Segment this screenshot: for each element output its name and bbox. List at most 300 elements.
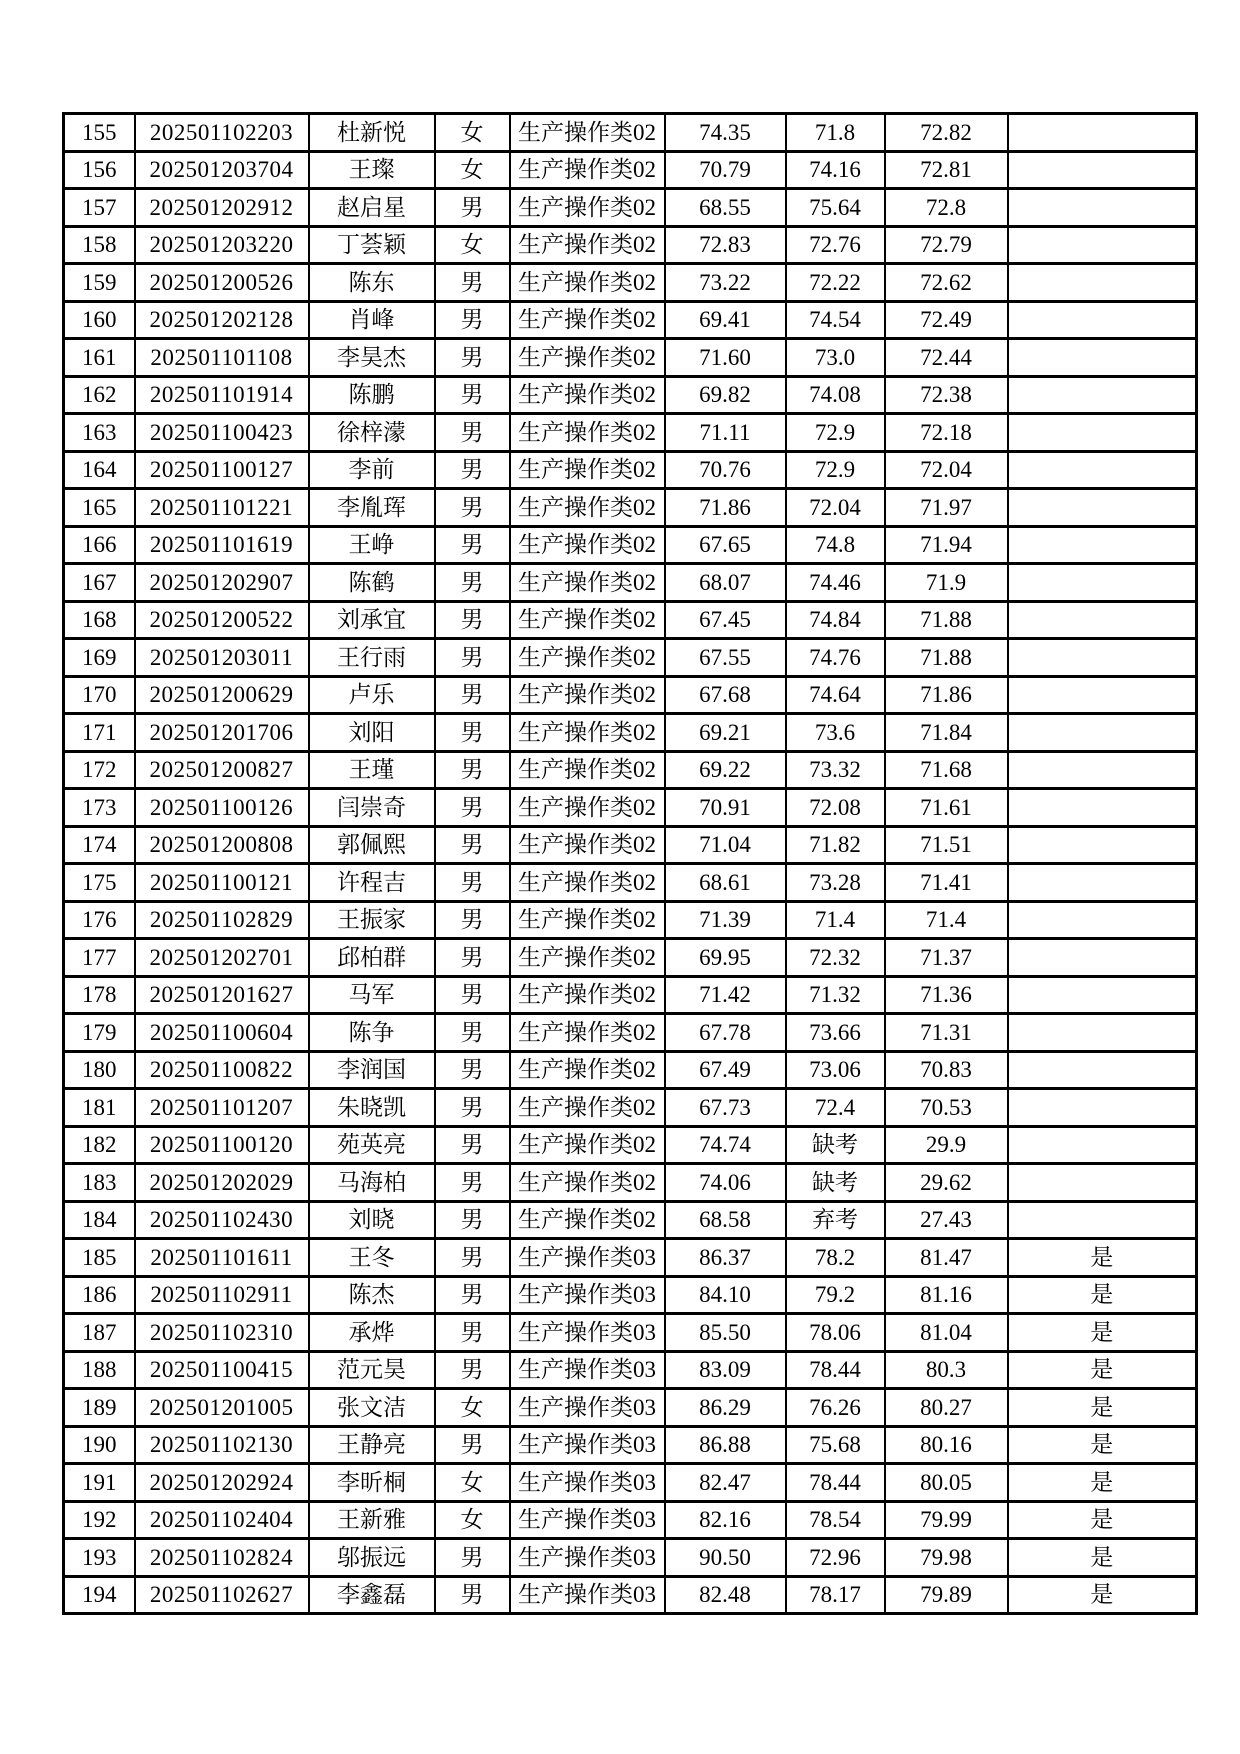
cell-qualified-flag — [1008, 376, 1197, 414]
cell-sequence-number: 185 — [64, 1239, 135, 1277]
cell-score-1: 82.48 — [665, 1576, 786, 1614]
cell-candidate-id: 202501201627 — [135, 976, 309, 1014]
cell-name: 王冬 — [309, 1239, 435, 1277]
cell-score-2: 78.54 — [786, 1501, 885, 1539]
cell-candidate-id: 202501102310 — [135, 1314, 309, 1352]
cell-candidate-id: 202501201005 — [135, 1389, 309, 1427]
cell-name: 杜新悦 — [309, 114, 435, 152]
cell-score-2: 75.68 — [786, 1426, 885, 1464]
cell-score-1: 68.55 — [665, 189, 786, 227]
table-row — [64, 601, 1197, 639]
cell-sequence-number: 187 — [64, 1314, 135, 1352]
cell-qualified-flag: 是 — [1008, 1576, 1197, 1614]
table-row — [64, 451, 1197, 489]
cell-score-3: 71.84 — [885, 714, 1008, 752]
cell-score-2: 76.26 — [786, 1389, 885, 1427]
cell-category: 生产操作类02 — [510, 1051, 665, 1089]
cell-category: 生产操作类02 — [510, 864, 665, 902]
cell-sequence-number: 189 — [64, 1389, 135, 1427]
cell-score-2: 73.06 — [786, 1051, 885, 1089]
cell-gender: 女 — [435, 1464, 510, 1502]
cell-candidate-id: 202501202029 — [135, 1164, 309, 1202]
cell-sequence-number: 174 — [64, 826, 135, 864]
cell-score-3: 71.97 — [885, 489, 1008, 527]
cell-qualified-flag — [1008, 601, 1197, 639]
cell-category: 生产操作类02 — [510, 826, 665, 864]
cell-candidate-id: 202501102627 — [135, 1576, 309, 1614]
cell-gender: 女 — [435, 1501, 510, 1539]
cell-qualified-flag — [1008, 414, 1197, 452]
cell-score-1: 69.95 — [665, 939, 786, 977]
cell-name: 张文洁 — [309, 1389, 435, 1427]
cell-category: 生产操作类02 — [510, 339, 665, 377]
cell-gender: 男 — [435, 789, 510, 827]
cell-score-1: 71.42 — [665, 976, 786, 1014]
cell-sequence-number: 170 — [64, 676, 135, 714]
cell-score-2: 弃考 — [786, 1201, 885, 1239]
cell-candidate-id: 202501102203 — [135, 114, 309, 152]
table-row — [64, 226, 1197, 264]
cell-sequence-number: 178 — [64, 976, 135, 1014]
cell-candidate-id: 202501100120 — [135, 1126, 309, 1164]
cell-category: 生产操作类03 — [510, 1426, 665, 1464]
cell-name: 李润国 — [309, 1051, 435, 1089]
cell-category: 生产操作类02 — [510, 564, 665, 602]
cell-gender: 女 — [435, 226, 510, 264]
table-row — [64, 189, 1197, 227]
cell-gender: 男 — [435, 1426, 510, 1464]
table-row — [64, 1126, 1197, 1164]
cell-score-1: 82.47 — [665, 1464, 786, 1502]
cell-qualified-flag — [1008, 1201, 1197, 1239]
table-row — [64, 1051, 1197, 1089]
cell-score-2: 72.04 — [786, 489, 885, 527]
cell-name: 刘承宜 — [309, 601, 435, 639]
cell-name: 苑英亮 — [309, 1126, 435, 1164]
cell-candidate-id: 202501203011 — [135, 639, 309, 677]
cell-name: 王瑾 — [309, 751, 435, 789]
cell-category: 生产操作类02 — [510, 264, 665, 302]
cell-candidate-id: 202501200526 — [135, 264, 309, 302]
cell-score-3: 71.68 — [885, 751, 1008, 789]
cell-candidate-id: 202501102130 — [135, 1426, 309, 1464]
cell-score-3: 81.16 — [885, 1276, 1008, 1314]
cell-score-2: 78.44 — [786, 1351, 885, 1389]
cell-qualified-flag — [1008, 1089, 1197, 1127]
cell-score-1: 71.04 — [665, 826, 786, 864]
cell-score-3: 72.18 — [885, 414, 1008, 452]
cell-category: 生产操作类02 — [510, 976, 665, 1014]
cell-candidate-id: 202501203220 — [135, 226, 309, 264]
cell-name: 赵启星 — [309, 189, 435, 227]
cell-category: 生产操作类02 — [510, 451, 665, 489]
table-row — [64, 564, 1197, 602]
cell-gender: 男 — [435, 414, 510, 452]
cell-category: 生产操作类02 — [510, 1014, 665, 1052]
cell-sequence-number: 169 — [64, 639, 135, 677]
cell-category: 生产操作类02 — [510, 189, 665, 227]
cell-score-2: 71.82 — [786, 826, 885, 864]
cell-sequence-number: 193 — [64, 1539, 135, 1577]
cell-score-2: 78.44 — [786, 1464, 885, 1502]
cell-qualified-flag — [1008, 864, 1197, 902]
cell-qualified-flag — [1008, 489, 1197, 527]
cell-score-3: 79.98 — [885, 1539, 1008, 1577]
cell-score-2: 74.84 — [786, 601, 885, 639]
cell-score-2: 72.76 — [786, 226, 885, 264]
cell-gender: 男 — [435, 376, 510, 414]
table-row — [64, 1501, 1197, 1539]
cell-qualified-flag: 是 — [1008, 1239, 1197, 1277]
cell-candidate-id: 202501202912 — [135, 189, 309, 227]
cell-name: 王振家 — [309, 901, 435, 939]
cell-score-3: 81.47 — [885, 1239, 1008, 1277]
cell-sequence-number: 163 — [64, 414, 135, 452]
cell-category: 生产操作类02 — [510, 676, 665, 714]
cell-score-3: 71.51 — [885, 826, 1008, 864]
cell-gender: 女 — [435, 114, 510, 152]
cell-score-3: 72.81 — [885, 151, 1008, 189]
cell-qualified-flag: 是 — [1008, 1539, 1197, 1577]
cell-score-3: 72.38 — [885, 376, 1008, 414]
cell-name: 马海柏 — [309, 1164, 435, 1202]
cell-score-1: 69.82 — [665, 376, 786, 414]
cell-category: 生产操作类02 — [510, 939, 665, 977]
table-row — [64, 1276, 1197, 1314]
cell-score-3: 71.86 — [885, 676, 1008, 714]
cell-candidate-id: 202501102404 — [135, 1501, 309, 1539]
cell-gender: 男 — [435, 189, 510, 227]
cell-sequence-number: 186 — [64, 1276, 135, 1314]
cell-score-3: 71.31 — [885, 1014, 1008, 1052]
cell-score-3: 71.37 — [885, 939, 1008, 977]
cell-score-3: 27.43 — [885, 1201, 1008, 1239]
cell-name: 闫崇奇 — [309, 789, 435, 827]
cell-score-3: 72.04 — [885, 451, 1008, 489]
cell-candidate-id: 202501102829 — [135, 901, 309, 939]
cell-gender: 男 — [435, 564, 510, 602]
cell-score-3: 70.83 — [885, 1051, 1008, 1089]
cell-score-1: 71.11 — [665, 414, 786, 452]
cell-score-2: 71.4 — [786, 901, 885, 939]
table-row — [64, 751, 1197, 789]
cell-score-1: 67.49 — [665, 1051, 786, 1089]
cell-score-3: 72.79 — [885, 226, 1008, 264]
table-row — [64, 1576, 1197, 1614]
cell-name: 郭佩熙 — [309, 826, 435, 864]
cell-sequence-number: 159 — [64, 264, 135, 302]
cell-score-2: 78.17 — [786, 1576, 885, 1614]
cell-score-2: 74.46 — [786, 564, 885, 602]
cell-gender: 男 — [435, 1014, 510, 1052]
cell-sequence-number: 184 — [64, 1201, 135, 1239]
cell-gender: 男 — [435, 826, 510, 864]
table-row — [64, 526, 1197, 564]
cell-candidate-id: 202501201706 — [135, 714, 309, 752]
table-row — [64, 339, 1197, 377]
cell-qualified-flag — [1008, 714, 1197, 752]
cell-score-3: 71.88 — [885, 601, 1008, 639]
cell-candidate-id: 202501202128 — [135, 301, 309, 339]
cell-category: 生产操作类02 — [510, 526, 665, 564]
cell-score-1: 86.29 — [665, 1389, 786, 1427]
cell-qualified-flag — [1008, 451, 1197, 489]
cell-score-2: 缺考 — [786, 1126, 885, 1164]
cell-candidate-id: 202501100121 — [135, 864, 309, 902]
cell-score-3: 72.44 — [885, 339, 1008, 377]
cell-score-2: 73.0 — [786, 339, 885, 377]
table-row — [64, 1164, 1197, 1202]
table-row — [64, 1389, 1197, 1427]
cell-gender: 男 — [435, 264, 510, 302]
cell-name: 陈杰 — [309, 1276, 435, 1314]
cell-gender: 男 — [435, 1089, 510, 1127]
cell-candidate-id: 202501101611 — [135, 1239, 309, 1277]
cell-score-1: 71.39 — [665, 901, 786, 939]
cell-score-1: 67.78 — [665, 1014, 786, 1052]
cell-name: 徐梓濛 — [309, 414, 435, 452]
cell-candidate-id: 202501203704 — [135, 151, 309, 189]
cell-category: 生产操作类02 — [510, 376, 665, 414]
cell-score-1: 90.50 — [665, 1539, 786, 1577]
cell-sequence-number: 188 — [64, 1351, 135, 1389]
cell-candidate-id: 202501102430 — [135, 1201, 309, 1239]
cell-name: 王行雨 — [309, 639, 435, 677]
table-row — [64, 264, 1197, 302]
cell-score-3: 79.89 — [885, 1576, 1008, 1614]
cell-sequence-number: 167 — [64, 564, 135, 602]
cell-candidate-id: 202501100415 — [135, 1351, 309, 1389]
cell-category: 生产操作类03 — [510, 1501, 665, 1539]
cell-gender: 女 — [435, 151, 510, 189]
cell-category: 生产操作类02 — [510, 751, 665, 789]
cell-sequence-number: 175 — [64, 864, 135, 902]
cell-name: 王新雅 — [309, 1501, 435, 1539]
cell-gender: 男 — [435, 1351, 510, 1389]
cell-score-2: 74.54 — [786, 301, 885, 339]
cell-name: 李前 — [309, 451, 435, 489]
cell-score-2: 73.66 — [786, 1014, 885, 1052]
table-row — [64, 714, 1197, 752]
cell-candidate-id: 202501101619 — [135, 526, 309, 564]
cell-sequence-number: 165 — [64, 489, 135, 527]
cell-score-1: 69.41 — [665, 301, 786, 339]
cell-score-2: 72.9 — [786, 414, 885, 452]
cell-candidate-id: 202501202907 — [135, 564, 309, 602]
cell-category: 生产操作类02 — [510, 301, 665, 339]
cell-name: 李昊杰 — [309, 339, 435, 377]
cell-qualified-flag — [1008, 526, 1197, 564]
cell-sequence-number: 161 — [64, 339, 135, 377]
cell-score-3: 71.41 — [885, 864, 1008, 902]
cell-qualified-flag — [1008, 114, 1197, 152]
table-row — [64, 826, 1197, 864]
cell-category: 生产操作类02 — [510, 714, 665, 752]
cell-candidate-id: 202501100423 — [135, 414, 309, 452]
cell-score-3: 80.16 — [885, 1426, 1008, 1464]
cell-score-1: 82.16 — [665, 1501, 786, 1539]
cell-score-1: 71.86 — [665, 489, 786, 527]
cell-score-3: 71.94 — [885, 526, 1008, 564]
table-row — [64, 864, 1197, 902]
cell-score-3: 72.82 — [885, 114, 1008, 152]
cell-sequence-number: 179 — [64, 1014, 135, 1052]
cell-category: 生产操作类03 — [510, 1576, 665, 1614]
table-body — [64, 114, 1197, 1614]
cell-score-3: 80.05 — [885, 1464, 1008, 1502]
cell-qualified-flag — [1008, 639, 1197, 677]
cell-score-2: 73.32 — [786, 751, 885, 789]
cell-name: 邬振远 — [309, 1539, 435, 1577]
cell-sequence-number: 171 — [64, 714, 135, 752]
table-row — [64, 489, 1197, 527]
cell-candidate-id: 202501200522 — [135, 601, 309, 639]
cell-score-2: 74.8 — [786, 526, 885, 564]
cell-score-2: 74.16 — [786, 151, 885, 189]
cell-score-1: 67.55 — [665, 639, 786, 677]
cell-gender: 男 — [435, 1314, 510, 1352]
cell-score-1: 83.09 — [665, 1351, 786, 1389]
cell-qualified-flag: 是 — [1008, 1351, 1197, 1389]
cell-category: 生产操作类03 — [510, 1539, 665, 1577]
cell-score-1: 74.74 — [665, 1126, 786, 1164]
cell-name: 李昕桐 — [309, 1464, 435, 1502]
cell-score-2: 79.2 — [786, 1276, 885, 1314]
cell-score-1: 70.76 — [665, 451, 786, 489]
cell-sequence-number: 172 — [64, 751, 135, 789]
cell-name: 许程吉 — [309, 864, 435, 902]
cell-name: 王静亮 — [309, 1426, 435, 1464]
cell-score-1: 86.88 — [665, 1426, 786, 1464]
cell-gender: 男 — [435, 714, 510, 752]
cell-name: 邱柏群 — [309, 939, 435, 977]
table-row — [64, 301, 1197, 339]
cell-candidate-id: 202501200827 — [135, 751, 309, 789]
cell-candidate-id: 202501100822 — [135, 1051, 309, 1089]
cell-qualified-flag — [1008, 1126, 1197, 1164]
cell-score-3: 71.36 — [885, 976, 1008, 1014]
cell-name: 陈鹏 — [309, 376, 435, 414]
cell-score-1: 67.45 — [665, 601, 786, 639]
table-row — [64, 414, 1197, 452]
cell-sequence-number: 176 — [64, 901, 135, 939]
cell-qualified-flag: 是 — [1008, 1464, 1197, 1502]
cell-name: 王峥 — [309, 526, 435, 564]
cell-qualified-flag: 是 — [1008, 1276, 1197, 1314]
cell-score-1: 67.65 — [665, 526, 786, 564]
cell-sequence-number: 173 — [64, 789, 135, 827]
cell-category: 生产操作类02 — [510, 901, 665, 939]
cell-sequence-number: 155 — [64, 114, 135, 152]
cell-gender: 男 — [435, 1576, 510, 1614]
cell-candidate-id: 202501101914 — [135, 376, 309, 414]
table-row — [64, 1089, 1197, 1127]
cell-gender: 男 — [435, 1126, 510, 1164]
cell-category: 生产操作类02 — [510, 601, 665, 639]
cell-name: 范元昊 — [309, 1351, 435, 1389]
cell-sequence-number: 156 — [64, 151, 135, 189]
cell-score-1: 68.61 — [665, 864, 786, 902]
cell-qualified-flag — [1008, 676, 1197, 714]
cell-candidate-id: 202501200808 — [135, 826, 309, 864]
cell-score-2: 72.4 — [786, 1089, 885, 1127]
table-row — [64, 976, 1197, 1014]
table-row — [64, 1314, 1197, 1352]
cell-candidate-id: 202501200629 — [135, 676, 309, 714]
cell-name: 陈争 — [309, 1014, 435, 1052]
cell-candidate-id: 202501100127 — [135, 451, 309, 489]
table-row — [64, 114, 1197, 152]
cell-sequence-number: 190 — [64, 1426, 135, 1464]
cell-score-3: 80.3 — [885, 1351, 1008, 1389]
table-row — [64, 1464, 1197, 1502]
cell-score-2: 72.32 — [786, 939, 885, 977]
cell-qualified-flag — [1008, 789, 1197, 827]
cell-name: 朱晓凯 — [309, 1089, 435, 1127]
cell-score-3: 29.62 — [885, 1164, 1008, 1202]
cell-sequence-number: 194 — [64, 1576, 135, 1614]
cell-score-3: 70.53 — [885, 1089, 1008, 1127]
cell-score-2: 74.08 — [786, 376, 885, 414]
table-row — [64, 1239, 1197, 1277]
cell-category: 生产操作类03 — [510, 1389, 665, 1427]
cell-score-1: 86.37 — [665, 1239, 786, 1277]
cell-category: 生产操作类02 — [510, 639, 665, 677]
table-row — [64, 1014, 1197, 1052]
cell-gender: 男 — [435, 939, 510, 977]
cell-candidate-id: 202501101221 — [135, 489, 309, 527]
cell-sequence-number: 180 — [64, 1051, 135, 1089]
cell-name: 承烨 — [309, 1314, 435, 1352]
cell-name: 卢乐 — [309, 676, 435, 714]
cell-name: 刘阳 — [309, 714, 435, 752]
cell-name: 陈鹤 — [309, 564, 435, 602]
cell-gender: 男 — [435, 751, 510, 789]
cell-qualified-flag — [1008, 151, 1197, 189]
cell-category: 生产操作类03 — [510, 1351, 665, 1389]
cell-gender: 男 — [435, 601, 510, 639]
cell-qualified-flag — [1008, 301, 1197, 339]
cell-score-3: 71.61 — [885, 789, 1008, 827]
cell-score-2: 73.6 — [786, 714, 885, 752]
cell-score-3: 29.9 — [885, 1126, 1008, 1164]
cell-gender: 男 — [435, 676, 510, 714]
cell-gender: 男 — [435, 1539, 510, 1577]
cell-score-2: 71.8 — [786, 114, 885, 152]
cell-category: 生产操作类02 — [510, 226, 665, 264]
cell-gender: 男 — [435, 1276, 510, 1314]
cell-qualified-flag — [1008, 226, 1197, 264]
cell-score-2: 75.64 — [786, 189, 885, 227]
cell-sequence-number: 166 — [64, 526, 135, 564]
cell-score-3: 72.8 — [885, 189, 1008, 227]
cell-gender: 男 — [435, 451, 510, 489]
cell-qualified-flag — [1008, 901, 1197, 939]
cell-category: 生产操作类02 — [510, 489, 665, 527]
cell-name: 马军 — [309, 976, 435, 1014]
cell-score-2: 74.64 — [786, 676, 885, 714]
cell-score-1: 68.07 — [665, 564, 786, 602]
cell-score-3: 80.27 — [885, 1389, 1008, 1427]
cell-category: 生产操作类02 — [510, 1089, 665, 1127]
cell-score-1: 73.22 — [665, 264, 786, 302]
cell-qualified-flag — [1008, 1051, 1197, 1089]
cell-gender: 男 — [435, 1201, 510, 1239]
cell-sequence-number: 177 — [64, 939, 135, 977]
cell-score-1: 67.68 — [665, 676, 786, 714]
cell-score-3: 71.4 — [885, 901, 1008, 939]
cell-qualified-flag — [1008, 189, 1197, 227]
